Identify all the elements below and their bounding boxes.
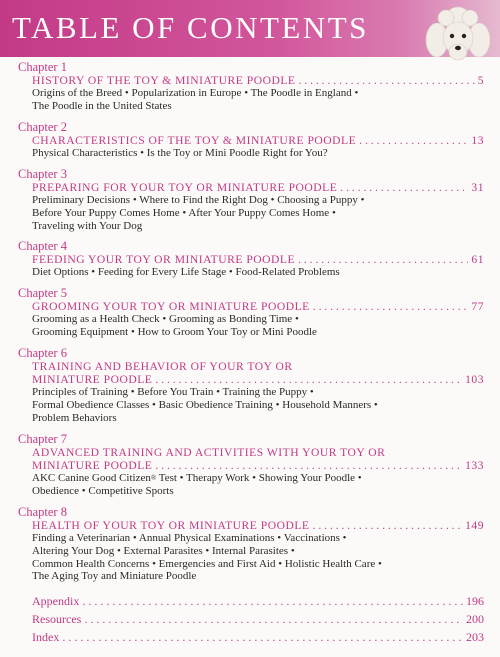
topic-line — [32, 472, 484, 485]
dot-leader — [298, 253, 468, 266]
chapter-entry[interactable] — [18, 286, 484, 339]
topic-line: Problem Behaviors — [32, 411, 117, 424]
page-number: 31 — [471, 180, 484, 194]
chapter-entry[interactable] — [18, 120, 484, 160]
topic-line: Traveling with Your Dog — [32, 219, 143, 232]
page-number: 149 — [465, 518, 484, 532]
chapter-topics — [18, 472, 484, 498]
chapter-entry[interactable] — [18, 432, 484, 498]
toc-list — [18, 60, 484, 647]
chapter-entry[interactable] — [18, 505, 484, 584]
chapter-title-row[interactable] — [18, 74, 484, 87]
chapter-title-row[interactable] — [18, 134, 484, 147]
chapter-entry[interactable] — [18, 239, 484, 279]
chapter-topics — [18, 532, 484, 584]
topic-line: Altering Your Dog • External Parasites • Internal Parasites • — [32, 544, 295, 557]
topic-text: Test • Therapy Work • Showing Your Poodle • — [156, 471, 362, 484]
chapter-title: HISTORY OF THE TOY & MINIATURE POODLE — [32, 74, 296, 87]
chapter-topics — [18, 147, 484, 160]
topic-text: AKC Canine Good Citizen — [32, 471, 151, 484]
chapter-label: Chapter 6 — [18, 346, 67, 361]
chapter-topics — [18, 313, 484, 339]
chapter-title: MINIATURE POODLE — [32, 373, 153, 387]
page-number: 103 — [465, 373, 484, 387]
chapter-entry[interactable] — [18, 60, 484, 113]
chapter-label: Chapter 3 — [18, 166, 67, 181]
resources-entry[interactable] — [18, 611, 484, 627]
topic-line: Diet Options • Feeding for Every Life Stage • Food-Related Problems — [32, 266, 340, 279]
chapter-label: Chapter 7 — [18, 431, 67, 446]
chapter-title: CHARACTERISTICS OF THE TOY & MINIATURE POODLE — [32, 133, 357, 147]
page-number: 61 — [471, 253, 484, 267]
chapter-title: FEEDING YOUR TOY OR MINIATURE POODLE — [32, 253, 296, 267]
page-title: TABLE OF CONTENTS — [12, 10, 369, 45]
topic-line: The Poodle in the United States — [32, 99, 172, 112]
dot-leader — [313, 300, 469, 313]
page-number: 13 — [471, 133, 484, 147]
chapter-title-row[interactable] — [18, 300, 484, 313]
chapter-title: PREPARING FOR YOUR TOY OR MINIATURE POODLE — [32, 180, 338, 194]
dot-leader — [155, 373, 462, 386]
dot-leader — [359, 134, 468, 147]
dot-leader — [298, 74, 474, 87]
topic-line: Before Your Puppy Comes Home • After Your Puppy Comes Home • — [32, 206, 336, 219]
chapter-topics — [18, 194, 484, 233]
back-matter-label: Resources — [32, 612, 82, 627]
chapter-entry[interactable] — [18, 167, 484, 233]
chapter-label: Chapter 2 — [18, 119, 67, 134]
chapter-topics — [18, 87, 484, 113]
registered-mark: ® — [150, 473, 157, 482]
chapter-title: GROOMING YOUR TOY OR MINIATURE POODLE — [32, 300, 310, 314]
topic-line: Preliminary Decisions • Where to Find the Right Dog • Choosing a Puppy • — [32, 193, 365, 206]
chapter-label: Chapter 4 — [18, 239, 67, 254]
dot-leader — [155, 459, 462, 472]
chapter-title-row[interactable] — [18, 181, 484, 194]
dot-leader — [84, 611, 463, 627]
dot-leader — [313, 519, 463, 532]
chapter-label: Chapter 8 — [18, 504, 67, 519]
chapter-label: Chapter 1 — [18, 60, 67, 74]
back-matter-label: Index — [32, 630, 60, 645]
topic-line: Finding a Veterinarian • Annual Physical Examinations • Vaccinations • — [32, 531, 347, 544]
chapter-topics — [18, 266, 484, 279]
chapter-topics — [18, 386, 484, 425]
topic-line: Physical Characteristics • Is the Toy or Mini Poodle Right for You? — [32, 146, 328, 159]
topic-line: Common Health Concerns • Emergencies and First Aid • Holistic Health Care • — [32, 557, 382, 570]
chapter-title: HEALTH OF YOUR TOY OR MINIATURE POODLE — [32, 518, 310, 532]
topic-line: The Aging Toy and Miniature Poodle — [32, 570, 197, 583]
topic-line: Origins of the Breed • Popularization in Europe • The Poodle in England • — [32, 87, 359, 99]
back-matter — [18, 593, 484, 645]
chapter-title: MINIATURE POODLE — [32, 458, 153, 472]
page-number: 133 — [465, 458, 484, 472]
page-number: 196 — [466, 594, 484, 609]
chapter-label: Chapter 5 — [18, 286, 67, 301]
page-number: 203 — [466, 630, 484, 645]
appendix-entry[interactable] — [18, 593, 484, 609]
chapter-title-line[interactable]: TRAINING AND BEHAVIOR OF YOUR TOY OR — [32, 360, 293, 374]
poodle-head-icon — [424, 4, 492, 64]
topic-line: Formal Obedience Classes • Basic Obedience Training • Household Manners • — [32, 399, 378, 412]
dot-leader — [62, 629, 463, 645]
page-number: 77 — [471, 300, 484, 314]
dot-leader — [340, 181, 468, 194]
chapter-title-row[interactable] — [18, 459, 484, 472]
chapter-entry[interactable] — [18, 346, 484, 425]
dot-leader — [82, 593, 463, 609]
topic-line: Obedience • Competitive Sports — [32, 484, 174, 497]
page-number: 5 — [477, 74, 484, 87]
chapter-title-row[interactable] — [18, 253, 484, 266]
chapter-title-row[interactable] — [18, 519, 484, 532]
chapter-title-line[interactable]: ADVANCED TRAINING AND ACTIVITIES WITH YOUR TOY OR — [32, 445, 386, 459]
header-banner — [0, 0, 500, 57]
topic-line: Grooming as a Health Check • Grooming as Bonding Time • — [32, 313, 299, 326]
page-number: 200 — [466, 612, 484, 627]
index-entry[interactable] — [18, 629, 484, 645]
back-matter-label: Appendix — [32, 594, 80, 609]
topic-line: Principles of Training • Before You Train • Training the Puppy • — [32, 386, 314, 399]
chapter-title-row[interactable] — [18, 373, 484, 386]
topic-line: Grooming Equipment • How to Groom Your Toy or Mini Poodle — [32, 326, 317, 339]
